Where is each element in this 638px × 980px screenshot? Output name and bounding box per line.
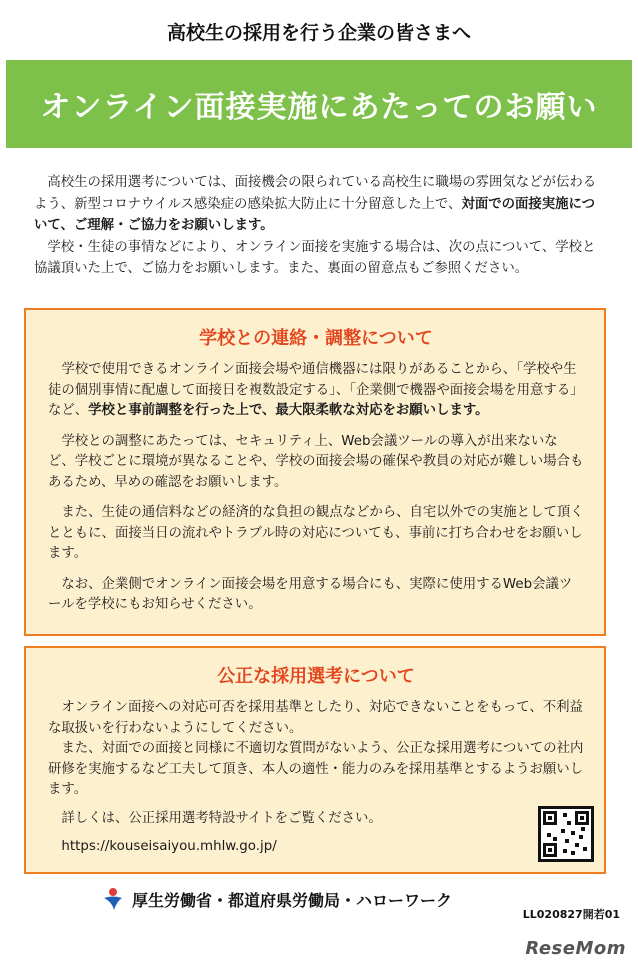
section1-paragraph-3: また、生徒の通信料などの経済的な負担の観点などから、自宅以外での実施として頂くとともに、面接当日の流れやトラブル時の対応についても、事前に打ち合わせをお願いします。 [48,505,584,561]
section2-paragraph-1: オンライン面接への対応可否を採用基準としたり、対応できないことをもって、不利益な取扱いを行わないようにしてください。 [48,700,583,736]
section-title: 公正な採用選考について [217,666,415,687]
section-title: 学校との連絡・調整について [199,328,433,349]
section-school-coordination [24,308,606,636]
section1-paragraph-4: なお、企業側でオンライン面接会場を用意する場合にも、実際に使用するWeb会議ツールを学校にもお知らせください。 [48,576,573,612]
page-title: オンライン面接実施にあたってのお願い [40,90,598,125]
section1-p1-text: 学校で使用できるオンライン面接会場や通信機器には限りがあることから、「学校や生徒の個別事情に配慮して面接日を複数設定する」、「企業側で機器や面接会場を用意する」など、 [48,362,584,418]
section1-paragraph-1 [48,360,584,422]
intro-text [34,172,606,280]
section2-paragraph-2: また、対面での面接と同様に不適切な質問がないよう、公正な採用選考についての社内研修を実施するなど工夫して頂き、本人の適性・能力のみを採用基準とするようお願いします。 [48,741,584,797]
intro-paragraph-2: 学校・生徒の事情などにより、オンライン面接を実施する場合は、次の点について、学校と協議頂いた上で、ご協力をお願いします。また、裏面の留意点もご参照ください。 [34,239,596,276]
title-banner [6,60,632,148]
site-url-link[interactable]: https://kouseisaiyou.mhlw.go.jp/ [61,839,277,854]
page-subtitle: 高校生の採用を行う企業の皆さまへ [166,22,471,44]
qr-code-icon [538,806,594,862]
section-fair-selection [24,646,606,874]
intro-p1-bold: 対面での面接実施について、ご理解・ご協力をお願いします。 [34,196,596,233]
intro-paragraph-1 [34,172,606,237]
section1-paragraph-2: 学校との調整にあたっては、セキュリティ上、Web会議ツールの導入が出来ないなど、学校ごとに環境が異なることや、学校の面接会場の確保や教員の対応が難しい場合もあるため、早めの確認をお願いします。 [48,433,584,490]
footer-org [100,886,452,912]
mhlw-logo-icon [100,886,126,912]
section1-p1-bold: 学校と事前調整を行った上で、最大限柔軟な対応をお願いします。 [88,403,489,418]
resemom-watermark: ReseMom [525,938,626,959]
document-code: LL020827開若01 [522,908,620,921]
section2-paragraph-3: 詳しくは、公正採用選考特設サイトをご覧ください。 [61,810,382,826]
intro-p1-text: 高校生の採用選考については、面接機会の限られている高校生に職場の雰囲気などが伝わるよう、新型コロナウイルス感染症の感染拡大防止に十分留意した上で、 [34,175,597,212]
footer-org-text: 厚生労働省・都道府県労働局・ハローワーク [132,890,453,910]
